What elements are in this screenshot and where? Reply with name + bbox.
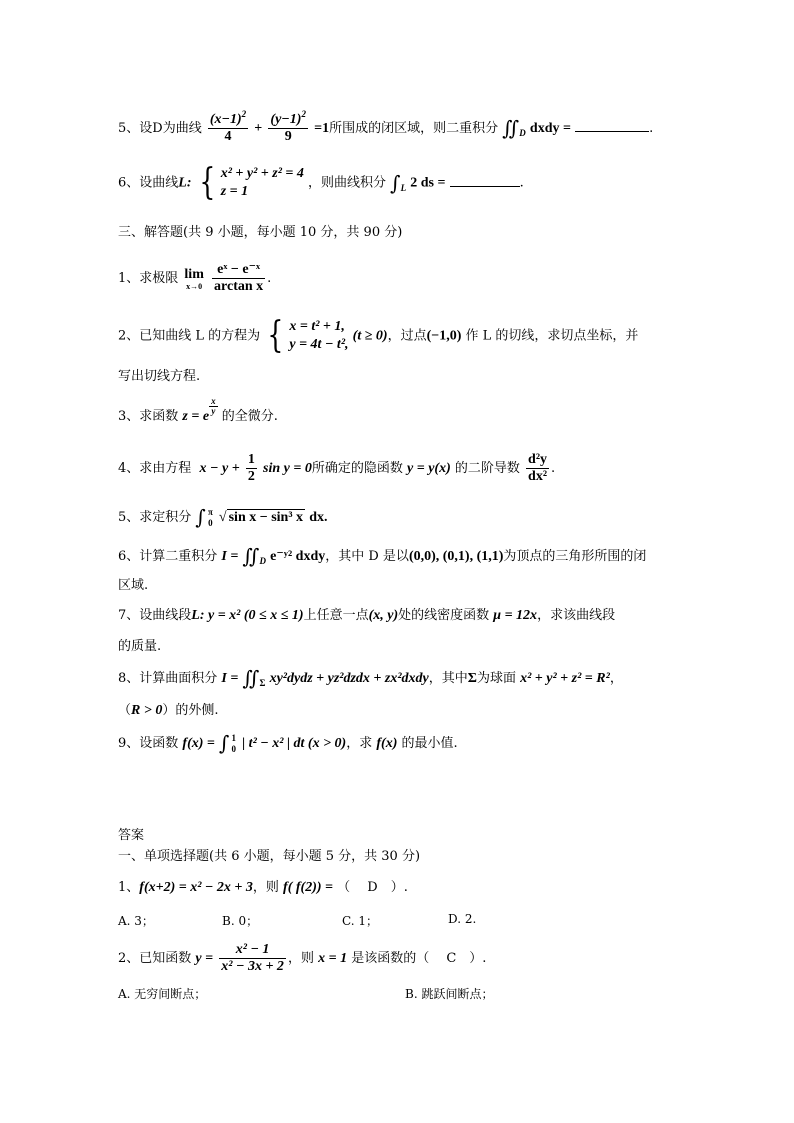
integral-symbol: ∫ — [219, 731, 230, 755]
option-c: C. 1； — [342, 914, 379, 928]
integral-domain: D — [519, 128, 526, 138]
fraction-denominator: y — [211, 406, 216, 416]
fraction-denominator: 4 — [224, 129, 232, 144]
question-text: 5、设D为曲线 — [118, 121, 202, 136]
question-text: ，则 — [287, 951, 314, 966]
period: . — [519, 175, 524, 191]
question-text: 上任意一点 — [303, 608, 369, 623]
question-text: ，则 — [252, 880, 279, 895]
question-text: 所围成的闭区域，则二重积分 — [329, 121, 499, 136]
curve-definition: L: y = x² (0 ≤ x ≤ 1) — [191, 608, 304, 623]
comma: ， — [609, 671, 623, 686]
fraction-numerator: d²y — [528, 452, 548, 467]
answer-blank[interactable] — [450, 186, 520, 187]
integral-domain: D — [259, 556, 267, 566]
brace-icon: { — [267, 315, 284, 356]
question-text: 1、 — [118, 880, 140, 895]
integral-limits — [206, 507, 215, 529]
option-b: B. 0； — [222, 914, 259, 928]
question-text: ，求 — [346, 736, 373, 751]
question-text: 2、已知函数 — [118, 951, 192, 966]
point: (x, y) — [368, 608, 399, 623]
question-text: 9、设函数 — [118, 736, 179, 751]
fill-question-6 — [118, 162, 524, 203]
question-text: 8、计算曲面积分 — [118, 671, 218, 686]
lower-limit: 0 — [208, 517, 213, 528]
question-text: 6、计算二重积分 — [118, 549, 218, 564]
fraction-denominator: arctan x — [214, 279, 264, 294]
sphere-equation: x² + y² + z² = R² — [520, 671, 610, 686]
plus-sign: + — [254, 121, 263, 136]
radius-condition: R > 0 — [131, 703, 163, 718]
equation-part: sin y = 0 — [263, 461, 312, 476]
period: . — [267, 271, 272, 286]
integral-domain: L — [400, 182, 407, 193]
integral-name: I = — [221, 671, 239, 686]
function-definition: f(x) = — [182, 736, 215, 751]
system-line: x = t² + 1, — [289, 319, 345, 334]
question-text: 是该函数的（ C ）. — [351, 951, 487, 966]
fill-question-5 — [118, 109, 654, 145]
half-fraction — [246, 452, 257, 485]
question-text: ，则曲线积分 — [308, 175, 387, 191]
fraction-numerator: eˣ − e⁻ˣ — [212, 262, 265, 279]
fraction-numerator: 1 — [247, 452, 255, 467]
system-line: x² + y² + z² = 4 — [220, 166, 304, 181]
question-text: ，其中 — [428, 671, 468, 686]
equation-system — [289, 318, 348, 354]
option-a: A. 无穷间断点； — [118, 987, 207, 1001]
function-equation: f(x+2) = x² − 2x + 3 — [139, 880, 253, 895]
answers-section-title: 一、单项选择题(共 6 小题，每小题 5 分，共 30 分) — [118, 849, 421, 864]
fraction-y — [268, 109, 308, 145]
fraction-denominator: 2 — [247, 469, 255, 484]
question-text: ，过点 — [387, 328, 427, 344]
question-text: 3、求函数 — [118, 409, 179, 424]
function-expression: z = e — [182, 409, 210, 424]
integrand: 2 ds = — [410, 175, 446, 191]
question-text: 为球面 — [476, 671, 516, 686]
density-function: μ = 12x — [493, 608, 538, 623]
limit-operator — [182, 267, 205, 291]
question-text: 的全微分. — [221, 409, 278, 424]
function-name: y = — [195, 951, 214, 966]
point: x = 1 — [318, 951, 348, 966]
question-text: 6、设曲线 — [118, 175, 179, 191]
answer-choice: （ D ）. — [337, 880, 408, 895]
question-text: 作 L 的切线，求切点坐标，并 — [465, 328, 639, 344]
fraction-x — [208, 109, 248, 145]
upper-limit: 1 — [231, 732, 236, 743]
exponent: 2 — [241, 109, 247, 119]
problem-2-line2: 写出切线方程. — [118, 369, 201, 384]
integral-symbol: ∫ — [195, 505, 206, 529]
question-text: 5、求定积分 — [118, 510, 192, 525]
question-text: 1、求极限 — [118, 271, 179, 286]
fraction-numerator: (x−1) — [209, 112, 242, 127]
limit-fraction — [212, 262, 265, 295]
double-integral-symbol: ∬ — [502, 116, 520, 140]
rational-function — [219, 942, 286, 975]
answer-2 — [118, 942, 486, 975]
integrand: dxdy = — [529, 121, 571, 136]
point: (−1,0) — [426, 328, 462, 344]
answer-blank[interactable] — [575, 131, 649, 132]
exponent-fraction — [209, 397, 218, 416]
implicit-function: y = y(x) — [407, 461, 451, 476]
period: . — [649, 121, 654, 136]
fraction-denominator: x² − 3x + 2 — [221, 959, 284, 974]
exponent: 2 — [301, 109, 306, 119]
surface-symbol: Σ — [467, 671, 477, 686]
integral-limits — [229, 733, 238, 755]
double-integral-symbol: ∬ — [242, 544, 260, 568]
fraction-numerator: x² − 1 — [219, 942, 286, 959]
question-text: ，其中 D 是以 — [325, 549, 409, 564]
radicand: sin x − sin³ x — [228, 510, 304, 525]
curve-name: L: — [178, 175, 192, 191]
derivative-fraction — [526, 452, 549, 485]
fraction-numerator: (y−1) — [270, 112, 302, 127]
question-text: 的最小值. — [401, 736, 458, 751]
question-text: 所确定的隐函数 — [311, 461, 403, 476]
parameter-condition: (t ≥ 0) — [352, 328, 388, 344]
problem-6 — [118, 544, 646, 566]
problem-2 — [118, 315, 639, 356]
integral-name: I = — [221, 549, 239, 564]
problem-6-line2: 区域. — [118, 578, 149, 593]
equation-part: x − y + — [199, 461, 240, 476]
paren: （ — [118, 703, 132, 718]
problem-1 — [118, 262, 271, 295]
fraction-denominator: dx² — [528, 469, 548, 484]
upper-limit: π — [207, 506, 213, 517]
question-text: ）的外侧. — [162, 703, 219, 718]
problem-4 — [118, 452, 555, 485]
differential: dx. — [309, 510, 328, 525]
question-text: 为顶点的三角形所围的闭 — [503, 549, 647, 564]
answers-title: 答案 — [118, 828, 145, 843]
brace-icon: { — [199, 162, 216, 203]
integral-domain: Σ — [259, 678, 266, 688]
sqrt-icon: √ — [218, 510, 227, 525]
problem-8-line2 — [118, 702, 218, 720]
problem-8 — [118, 666, 623, 688]
fraction-denominator: 9 — [284, 129, 292, 144]
period: . — [551, 461, 556, 476]
lim-text: lim — [184, 266, 204, 282]
section-title: 三、解答题(共 9 小题，每小题 10 分，共 90 分) — [118, 225, 403, 240]
double-integral-symbol: ∬ — [242, 666, 260, 690]
integrand: e⁻ʸ² dxdy — [270, 549, 326, 564]
integrand: xy²dydz + yz²dzdx + zx²dxdy — [269, 671, 429, 686]
problem-3 — [118, 396, 278, 426]
lower-limit: 0 — [231, 743, 236, 754]
question-text: 7、设曲线段 — [118, 608, 192, 623]
fraction-numerator: x — [211, 396, 216, 406]
problem-9 — [118, 731, 458, 755]
problem-5 — [118, 505, 327, 529]
system-line: y = 4t − t², — [289, 337, 349, 352]
equation-system — [221, 165, 304, 201]
question-text: ，求该曲线段 — [537, 608, 616, 623]
system-line: z = 1 — [220, 184, 249, 199]
question-text: 的二阶导数 — [454, 461, 520, 476]
equation-rhs: =1 — [314, 121, 330, 136]
option-d: D. 2. — [448, 912, 477, 926]
question-text: 处的线密度函数 — [398, 608, 490, 623]
function-name: f(x) — [376, 736, 398, 751]
integrand: | t² − x² | dt (x > 0) — [242, 736, 347, 751]
lim-subscript: x→0 — [186, 281, 203, 291]
option-b: B. 跳跃间断点； — [405, 987, 494, 1001]
vertices: (0,0), (0,1), (1,1) — [408, 549, 504, 564]
problem-7-line2: 的质量. — [118, 639, 162, 654]
question-text: 2、已知曲线 L 的方程为 — [118, 328, 261, 344]
question-text: 4、求由方程 — [118, 461, 192, 476]
option-a: A. 3； — [118, 914, 154, 928]
problem-7 — [118, 607, 615, 625]
composite-expression: f( f(2)) = — [283, 880, 333, 895]
answer-1 — [118, 879, 408, 897]
integral-symbol: ∫ — [390, 170, 401, 195]
